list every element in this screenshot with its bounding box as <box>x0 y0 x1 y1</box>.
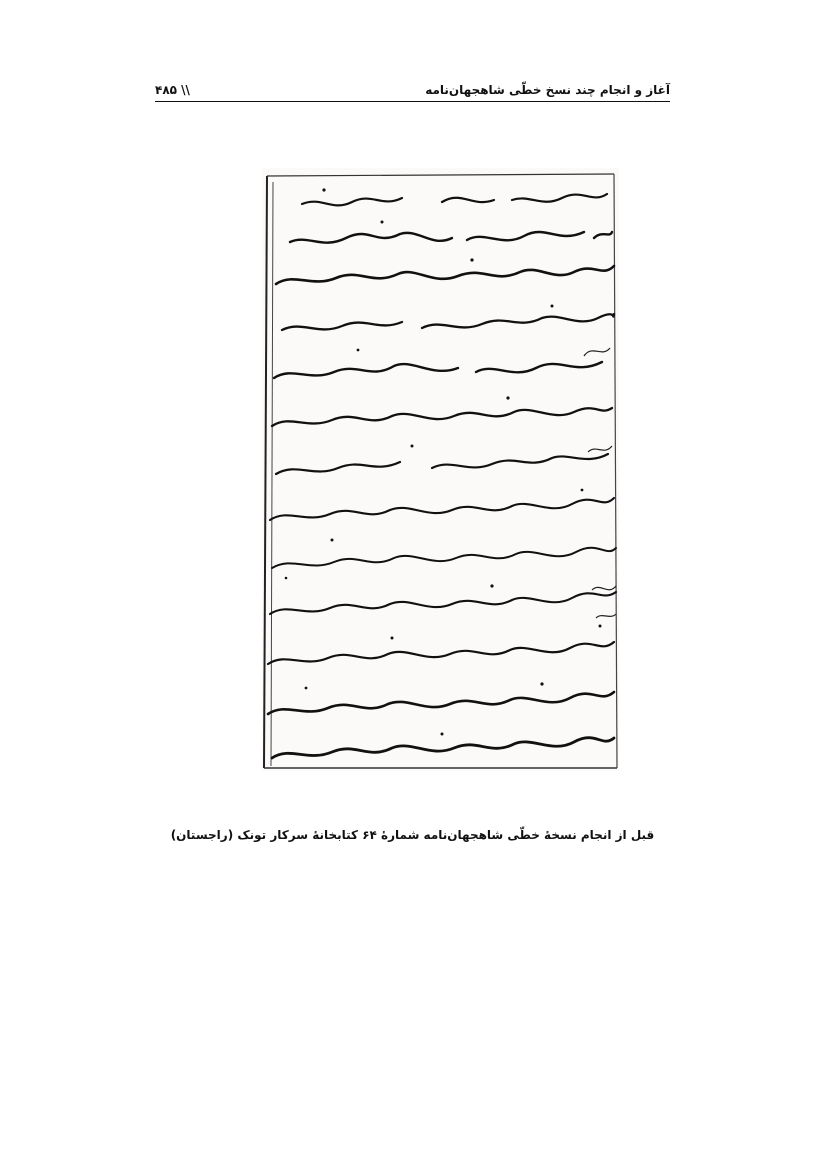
handwriting-line-12 <box>268 692 614 714</box>
header-rule <box>155 101 670 102</box>
manuscript-scan <box>262 168 619 771</box>
handwriting-line-5 <box>274 362 602 378</box>
handwriting-line-4 <box>282 314 614 330</box>
handwriting-line-11 <box>268 642 614 664</box>
handwriting-line-8 <box>270 498 614 520</box>
handwriting-line-7 <box>276 454 608 474</box>
handwriting-line-9 <box>272 548 616 568</box>
page-number: \\ ۴۸۵ <box>155 83 190 97</box>
marginal-note-2 <box>588 446 612 452</box>
marginal-note-3 <box>592 586 616 590</box>
marginal-note-4 <box>596 614 616 618</box>
marginal-note-1 <box>584 348 610 356</box>
running-header-title: آغاز و انجام چند نسخ خطّی شاهجهان‌نامه <box>425 83 670 97</box>
manuscript-border-right <box>614 174 617 768</box>
manuscript-border-left <box>264 176 267 768</box>
handwriting-line-10 <box>270 592 616 614</box>
manuscript-border-left-inner <box>271 182 273 766</box>
running-header <box>155 80 670 100</box>
handwriting-line-13 <box>272 738 614 758</box>
handwriting-line-3 <box>276 266 614 284</box>
manuscript-image <box>262 168 619 771</box>
figure-caption: قبل از انجام نسخهٔ خطّی شاهجهان‌نامه شمارهٔ ۶۴ کتابخانهٔ سرکار تونک (راجستان) <box>170 828 655 842</box>
handwriting-line-6 <box>272 408 612 426</box>
manuscript-border-top <box>267 174 614 176</box>
handwriting-line-2 <box>290 232 612 243</box>
handwriting-line-1 <box>302 194 607 205</box>
